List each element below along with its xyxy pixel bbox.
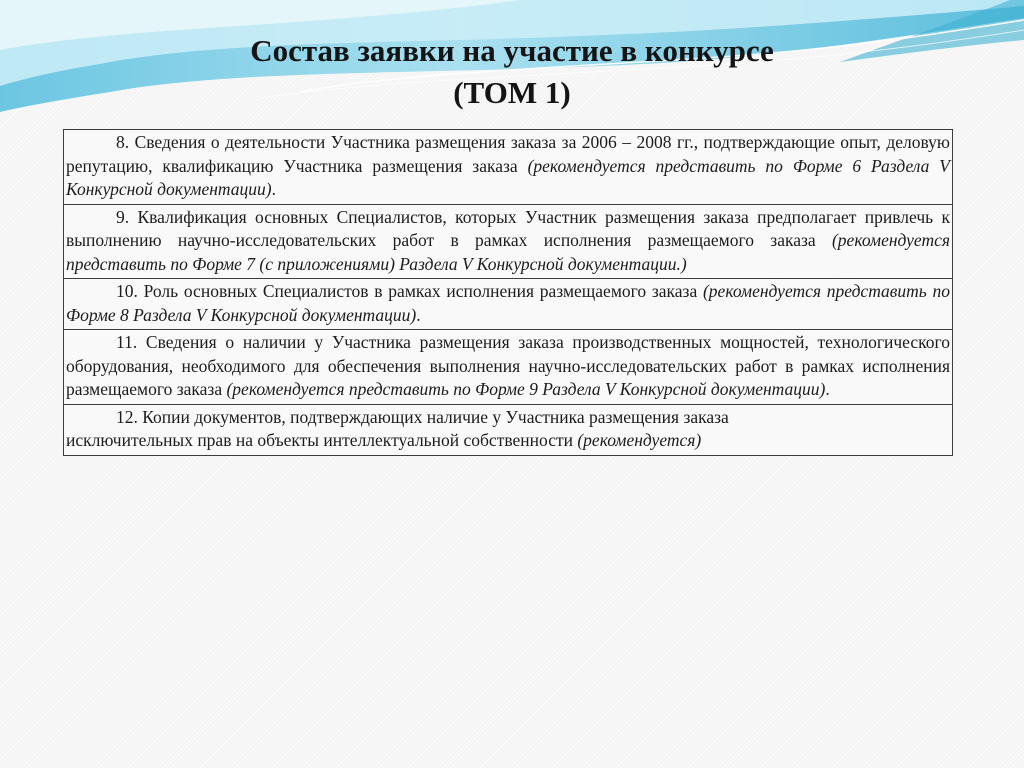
item-tail: . [271,179,276,199]
table-cell [64,279,953,330]
item-note: (рекомендуется) [577,430,702,450]
table-cell [64,130,953,205]
item-tail: . [416,304,421,325]
table-cell [64,204,953,279]
table-cell [64,404,953,455]
requirements-table [63,129,953,456]
item-text: 9. Квалификация основных Специалистов, которых Участник размещения заказа предполагает привлечь к выполнению научно-исследовательских работ в рамках исполнения размещаемого заказа [66,206,950,250]
item-note: (рекомендуется представить по Форме 8 Раздела V Конкурсной документации) [66,281,950,325]
table-cell [64,330,953,405]
item-tail: . [825,379,830,399]
slide-title [0,30,1024,114]
title-line-1: Состав заявки на участие в конкурсе [250,33,774,68]
table-row [64,330,953,405]
title-line-2: (ТОМ 1) [453,75,571,110]
item-text-line-1: 12. Копии документов, подтверждающих наличие у Участника размещения заказа [116,406,729,427]
item-note: (рекомендуется представить по Форме 7 (с приложениями) Раздела V Конкурсной документации.) [66,230,950,274]
item-text: 11. Сведения о наличии у Участника размещения заказа производственных мощностей, технологического оборудования, необходимого для обеспечения выполнения научно-исследовательских работ в рамках исполнения размещаемого заказа [66,332,950,399]
table-row [64,404,953,455]
item-text-line-2: исключительных прав на объекты интеллектуальной собственности [66,430,578,450]
item-note: (рекомендуется представить по Форме 9 Раздела V Конкурсной документации) [226,379,826,399]
table-row [64,279,953,330]
item-text: 10. Роль основных Специалистов в рамках исполнения размещаемого заказа [116,281,703,301]
table-row [64,204,953,279]
table-row [64,130,953,205]
item-note: (рекомендуется представить по Форме 6 Раздела V Конкурсной документации) [66,155,950,199]
item-text: 8. Сведения о деятельности Участника размещения заказа за 2006 – 2008 гг., подтверждающие опыт, деловую репутацию, квалификацию Участника размещения заказа [66,132,950,176]
